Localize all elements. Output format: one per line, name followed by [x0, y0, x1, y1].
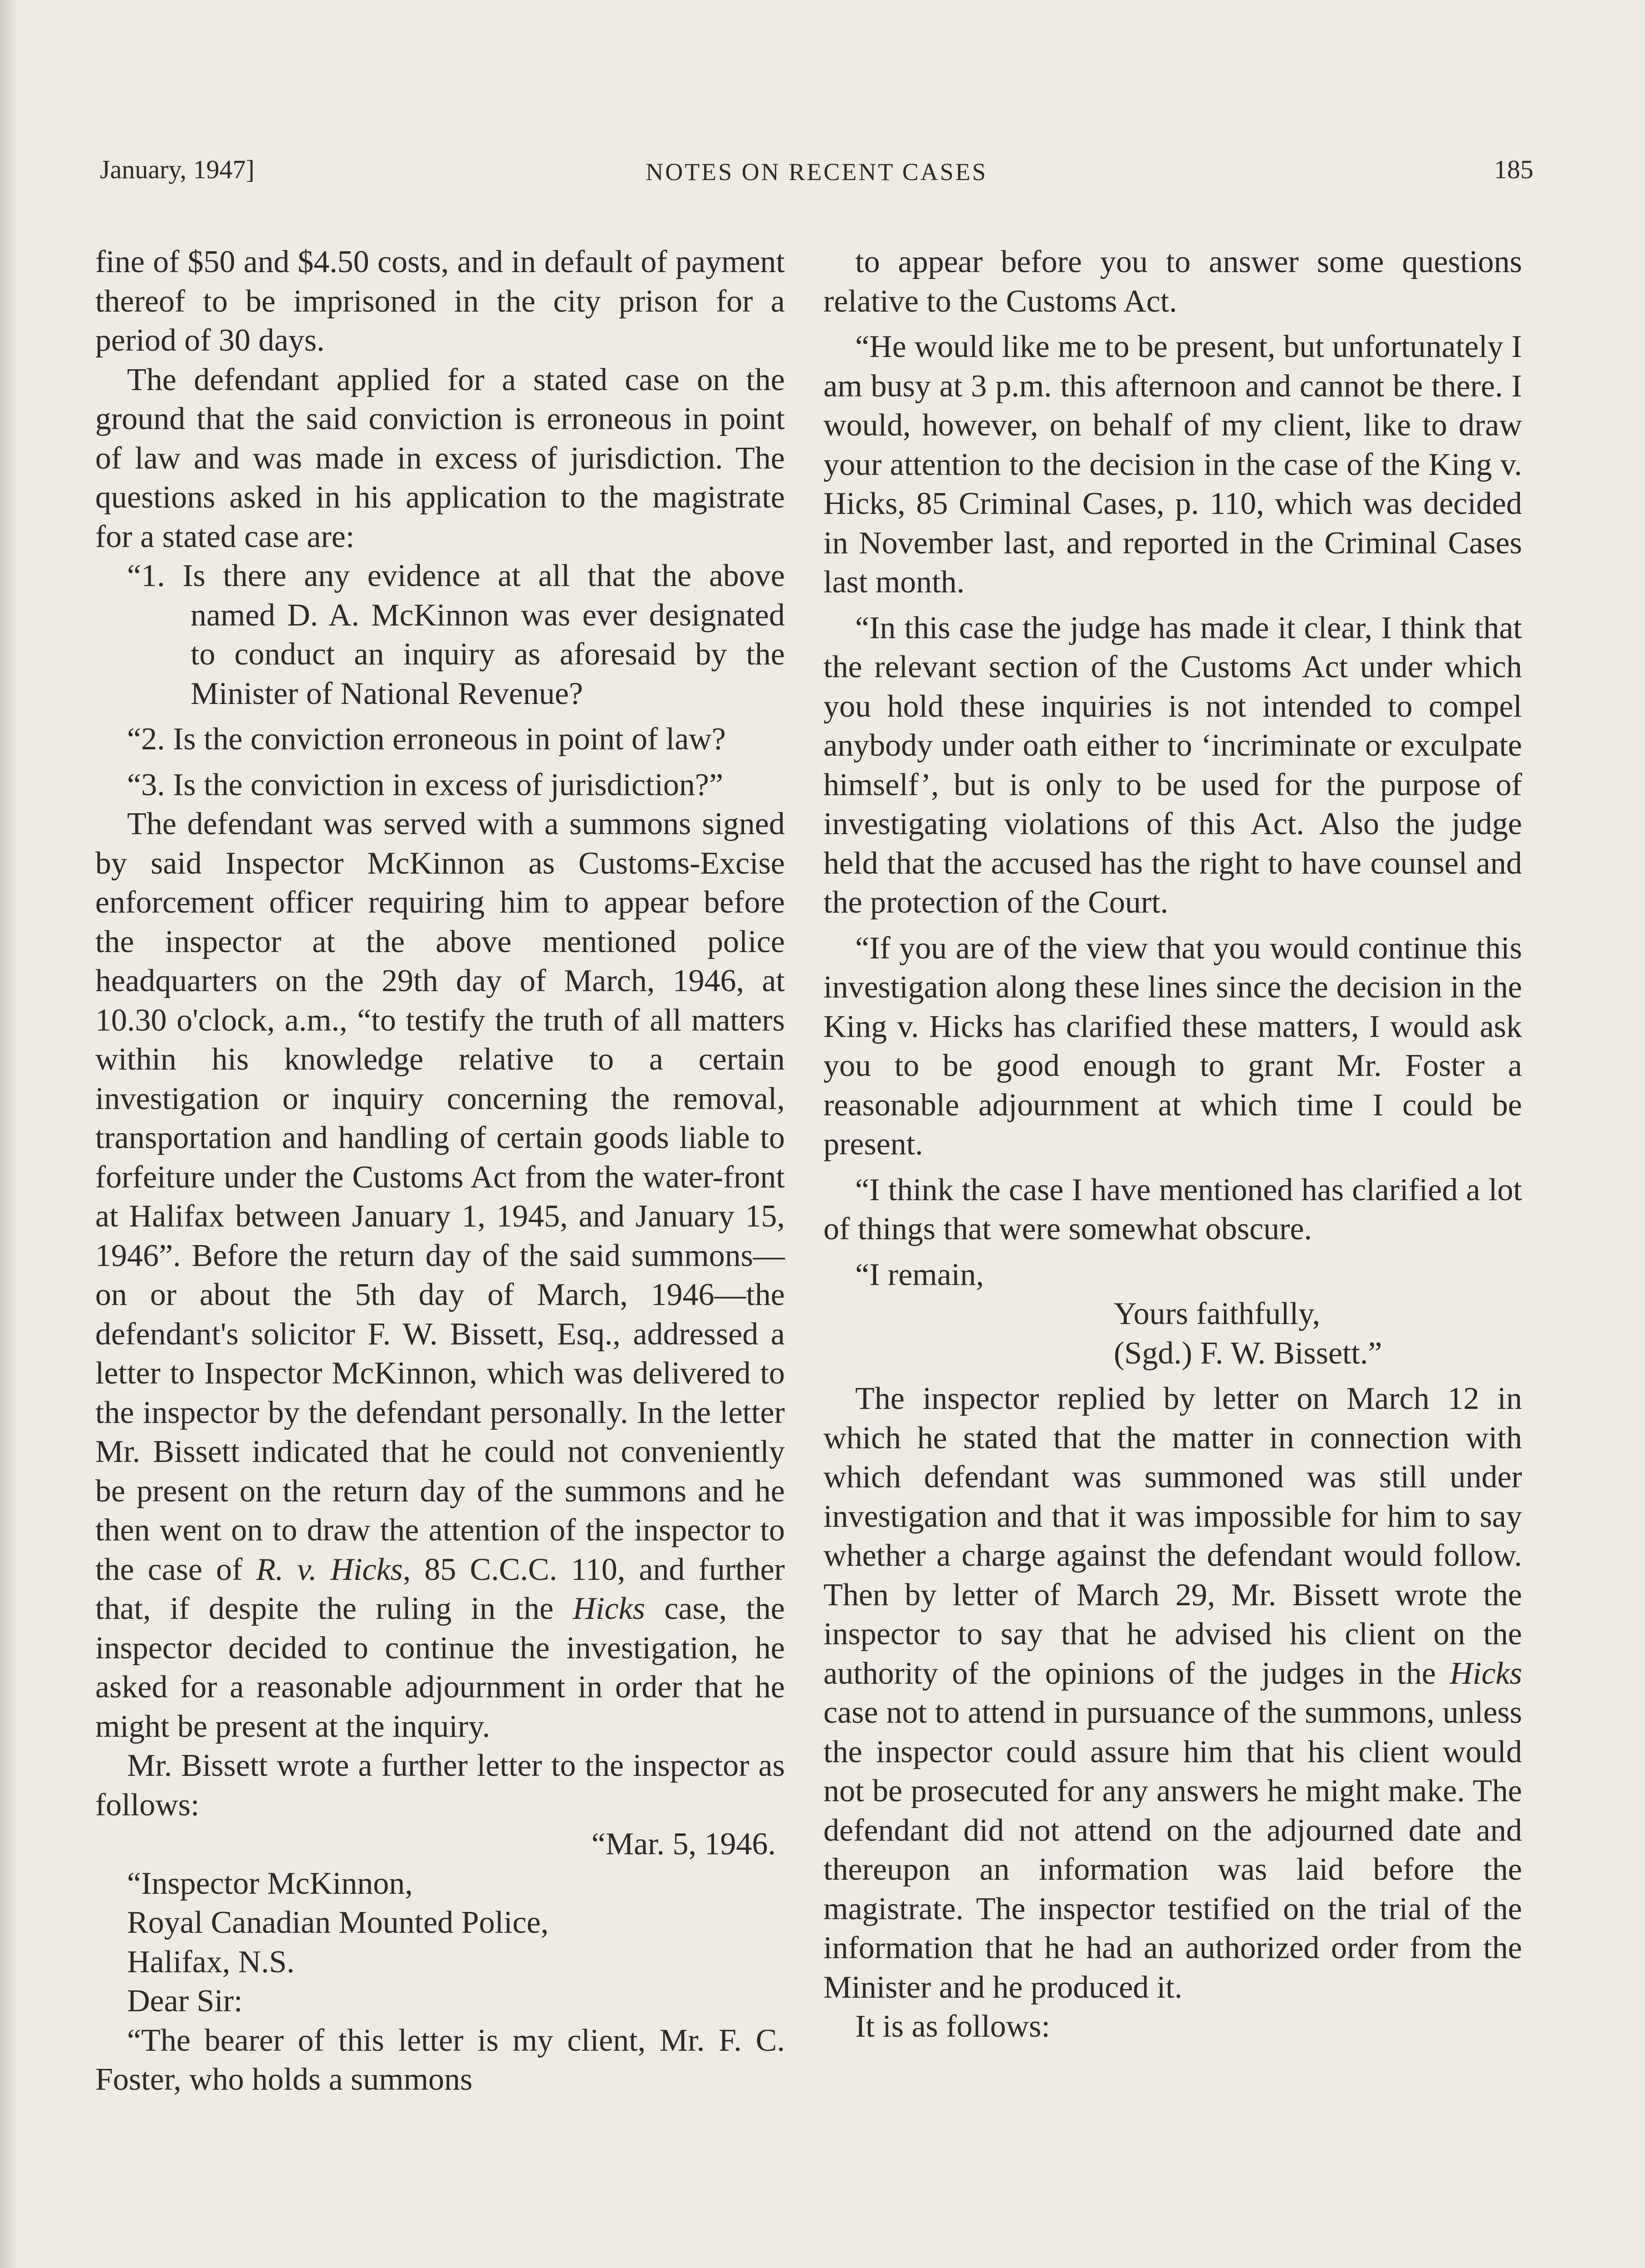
paragraph: It is as follows:: [855, 2009, 1050, 2044]
paragraph: Mr. Bissett wrote a further letter to the inspector as follows:: [95, 1748, 785, 1823]
text-run: The defendant was served with a summons signed by said Inspector McKinnon as Customs-Excise enforcement officer requiring him to appear before the inspector at the above mentioned police headquarters on the 29th day of March, 1946, at 10.30 o'clock, a.m., “to testify the truth of all matters within his knowledge relative to a certain investigation or inquiry concerning the removal, transportation and handling of certain goods liable to forfeiture under the Customs Act from the water-front at Halifax between January 1, 1945, and January 15, 1946”. Before the return day of the said summons—on or about the 5th day of March, 1946—the defendant's solicitor F. W. Bissett, Esq., addressed a letter to Inspector McKinnon, which was delivered to the inspector by the defendant personally. In the letter Mr. Bissett indicated that he could not conveniently be present on the return day of the summons and he then went on to draw the attention of the inspector to the case of: [95, 807, 785, 1587]
case-name: Hicks: [573, 1591, 645, 1626]
paragraph: “The bearer of this letter is my client, Mr. F. C. Foster, who holds a summons: [95, 2023, 785, 2097]
paragraph: “I remain,: [855, 1257, 984, 1292]
case-name: R. v. Hicks: [256, 1552, 403, 1587]
paragraph: “In this case the judge has made it clear, I think that the relevant section of the Customs Act under which you hold these inquiries is not intended to compel anybody under oath either to ‘incriminate or exculpate himself’, but is only to be used for the purpose of investigating violations of this Act. Also the judge held that the accused has the right to have counsel and the protection of the Court.: [823, 610, 1522, 920]
page-edge-shadow: [0, 0, 18, 2268]
letter-date: “Mar. 5, 1946.: [591, 1827, 776, 1862]
letter-salutation: Dear Sir:: [127, 1984, 243, 2019]
left-column: [95, 243, 785, 2100]
paragraph: The defendant applied for a stated case on the ground that the said conviction is erroneous in point of law and was made in excess of jurisdiction. The questions asked in his application to the magistrate for a stated case are:: [95, 362, 785, 554]
paragraph: [95, 805, 785, 1746]
paragraph: fine of $50 and $4.50 costs, and in default of payment thereof to be imprisoned in the city prison for a period of 30 days.: [95, 244, 785, 358]
text-run: case not to attend in pursuance of the summons, unless the inspector could assure him that his client would not be prosecuted for any answers he might make. The defendant did not attend on the adjourned date and thereupon an information was laid before the magistrate. The inspector testified on the trial of the information that he had an authorized order from the Minister and he produced it.: [823, 1695, 1522, 2005]
letter-signature: (Sgd.) F. W. Bissett.”: [1114, 1335, 1382, 1371]
question-item: “1. Is there any evidence at all that the above named D. A. McKinnon was ever designated to conduct an inquiry as aforesaid by the Minister of National Revenue?: [127, 558, 785, 711]
paragraph: “He would like me to be present, but unfortunately I am busy at 3 p.m. this afternoon and cannot be there. I would, however, on behalf of my client, like to draw your attention to the decision in the case of the King v. Hicks, 85 Criminal Cases, p. 110, which was decided in November last, and reported in the Criminal Cases last month.: [823, 329, 1522, 600]
question-item: “3. Is the conviction in excess of jurisdiction?”: [127, 767, 724, 802]
paragraph: [823, 1379, 1522, 2007]
letter-closing: Yours faithfully,: [1114, 1296, 1321, 1331]
question-item: “2. Is the conviction erroneous in point of law?: [127, 722, 726, 757]
letter-address-line: Halifax, N.S.: [127, 1944, 295, 1980]
paragraph: to appear before you to answer some questions relative to the Customs Act.: [823, 244, 1522, 319]
text-run: case, the inspector decided to continue the investigation, he asked for a reasonable adjournment in order that he might be present at the inquiry.: [95, 1591, 785, 1744]
paragraph: “If you are of the view that you would continue this investigation along these lines since the decision in the King v. Hicks has clarified these matters, I would ask you to be good enough to grant Mr. Foster a reasonable adjournment at which time I could be present.: [823, 930, 1522, 1162]
text-run: , 85 C.C.C. 110, and further that, if despite the ruling in the: [95, 1552, 785, 1626]
page-number: 185: [1494, 155, 1533, 184]
paragraph: “I think the case I have mentioned has clarified a lot of things that were somewhat obscure.: [823, 1172, 1522, 1246]
case-name: Hicks: [1449, 1656, 1522, 1691]
header-title: NOTES ON RECENT CASES: [646, 158, 988, 186]
letter-address-line: “Inspector McKinnon,: [127, 1866, 413, 1901]
running-header: [100, 154, 1533, 204]
header-date: January, 1947]: [100, 155, 255, 184]
right-column: [823, 243, 1522, 2047]
letter-address-line: Royal Canadian Mounted Police,: [127, 1905, 549, 1940]
text-run: The inspector replied by letter on March 12 in which he stated that the matter in connection with which defendant was summoned was still under investigation and that it was impossible for him to say whether a charge against the defendant would follow. Then by letter of March 29, Mr. Bissett wrote the inspector to say that he advised his client on the authority of the opinions of the judges in the: [823, 1381, 1522, 1691]
